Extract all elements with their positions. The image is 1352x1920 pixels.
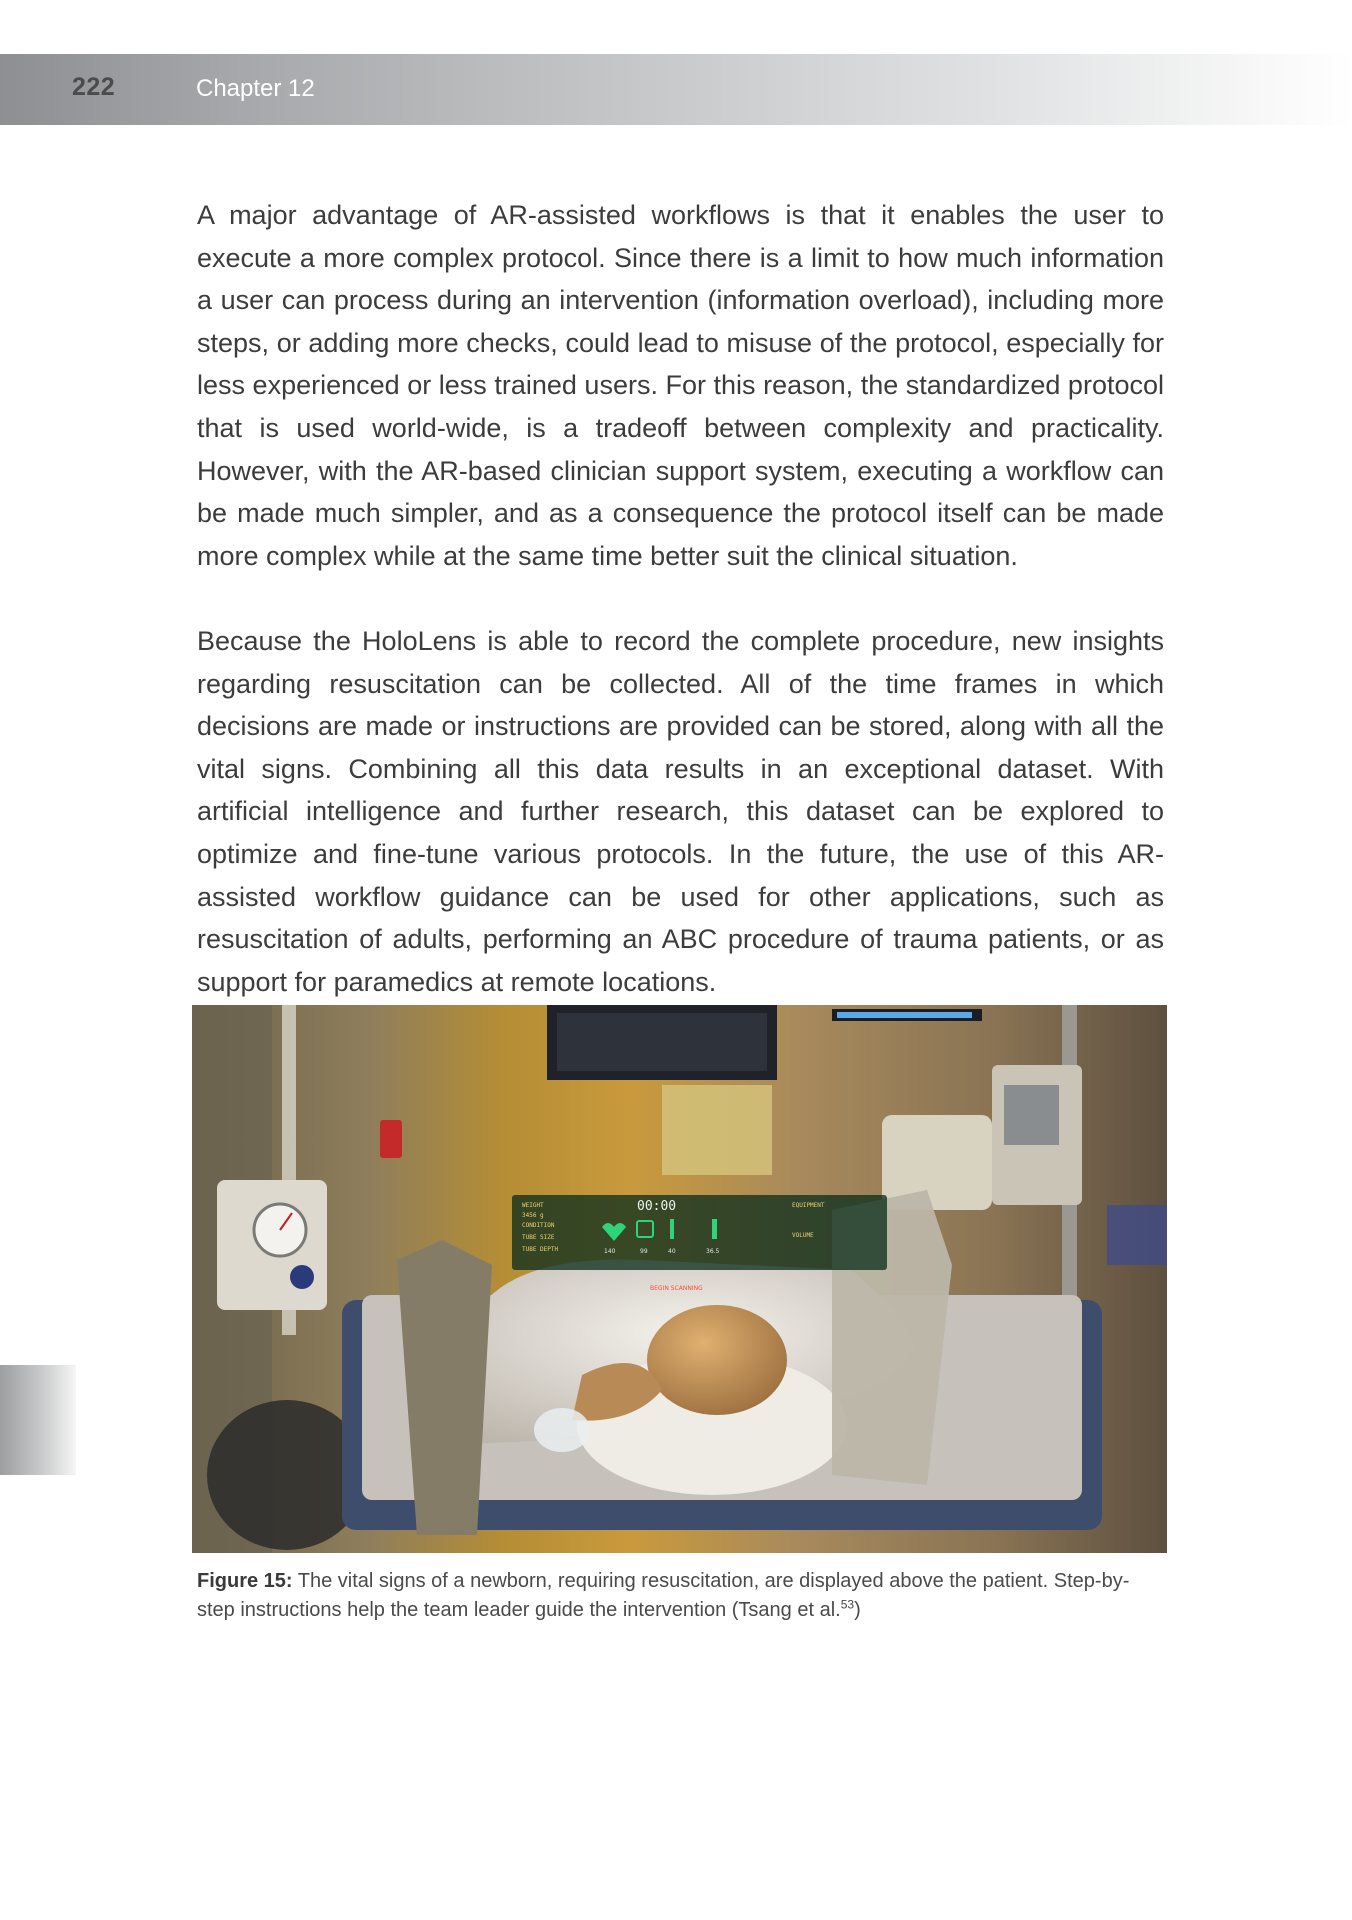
yellow-container (662, 1085, 772, 1175)
bar-gauge-icon (670, 1219, 674, 1239)
hud-weight-value: 3456 g (522, 1212, 544, 1219)
hud-timer: 00:00 (637, 1199, 677, 1214)
hud-temp: 36.5 (706, 1248, 720, 1255)
caption-label: Figure 15: (197, 1570, 293, 1592)
hud-equipment-label: EQUIPMENT (792, 1202, 825, 1209)
infusion-pump-screen (1004, 1085, 1059, 1145)
paragraph-ar-advantage: A major advantage of AR-assisted workflows is that it enables the user to execute a more complex protocol. Since there is a limit to how much information a user can process during an intervention (information overload), including more steps, or adding more checks, could lead to misuse of the protocol, especially for less experienced or less trained users. For this reason, the standardized protocol that is used world-wide, is a tradeoff between complexity and practicality. However, with the AR-based clinician support system, executing a workflow can be made much simpler, and as a consequence the protocol itself can be made more complex while at the same time better suit the clinical situation. (197, 200, 1164, 571)
hud-status: BEGIN SCANNING (650, 1285, 703, 1292)
chapter-thumb-tab (0, 1365, 76, 1475)
resuscitation-scene (192, 1005, 1167, 1553)
hud-resp: 40 (668, 1248, 676, 1255)
chapter-label: Chapter 12 (196, 75, 315, 102)
regulator-knob (290, 1265, 314, 1289)
bag-mask (534, 1408, 590, 1452)
heater-arm (882, 1115, 992, 1210)
hud-spo2: 99 (640, 1248, 648, 1255)
thermometer-icon (712, 1219, 717, 1239)
hud-tube-size-label: TUBE SIZE (522, 1234, 555, 1241)
red-flag (380, 1120, 402, 1158)
running-header (0, 54, 1352, 125)
hud-tube-depth-label: TUBE DEPTH (522, 1246, 559, 1253)
hud-condition-label: CONDITION (522, 1222, 555, 1229)
paragraph-hololens-recording: Because the HoloLens is able to record the complete procedure, new insights regarding resuscitation can be collected. All of the time frames in which decisions are made or instructions are provided can be stored, along with all the vital signs. Combining all this data results in an exceptional dataset. With artificial intelligence and further research, this dataset can be explored to optimize and fine-tune various protocols. In the future, the use of this AR-assisted workflow guidance can be used for other applications, such as resuscitation of adults, performing an ABC procedure of trauma patients, or as support for paramedics at remote locations. (197, 626, 1164, 997)
hud-heart-rate: 140 (604, 1248, 616, 1255)
page-number: 222 (72, 73, 116, 101)
caption-text: The vital signs of a newborn, requiring resuscitation, are displayed above the patient. Step-by-step instructions help the team leader guide the intervention (Tsang et al. (197, 1570, 1130, 1621)
overhead-monitor-screen (557, 1013, 767, 1071)
hud-weight-label: WEIGHT (522, 1202, 544, 1209)
caption-end: ) (854, 1599, 861, 1621)
blue-light (1107, 1205, 1167, 1265)
led-strip (837, 1012, 972, 1018)
hud-panel (512, 1195, 887, 1270)
caption-reference: 53 (840, 1597, 855, 1612)
manikin-head (647, 1305, 787, 1415)
hud-volume-label: VOLUME (792, 1232, 814, 1239)
figure-caption (197, 1567, 1164, 1625)
figure-ar-resuscitation-photo (192, 1005, 1167, 1553)
